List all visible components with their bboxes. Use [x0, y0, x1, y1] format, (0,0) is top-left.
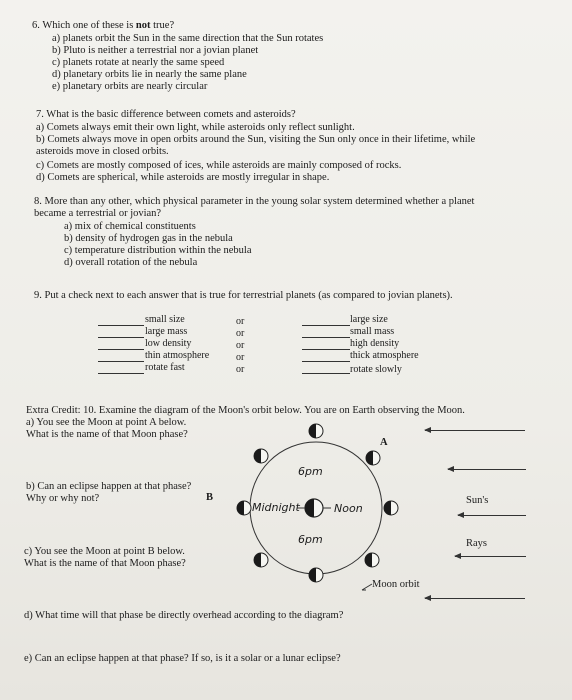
point-b-label: B	[206, 492, 214, 503]
q9-right-term: thick atmosphere	[350, 350, 419, 361]
q6-prompt: 6. Which one of these is not true?	[32, 20, 175, 31]
q7-option-d: d) Comets are spherical, while asteroids are mostly irregular in shape.	[36, 172, 330, 183]
moon-orbit-label: Moon orbit	[372, 579, 420, 590]
sun-ray-arrow	[458, 515, 526, 516]
q6-option-e: e) planetary orbits are nearly circular	[52, 81, 208, 92]
q9-or: or	[236, 364, 245, 375]
q9-right-term: rotate slowly	[350, 364, 402, 375]
extra-d: d) What time will that phase be directly overhead according to the diagram?	[24, 610, 344, 621]
q9-right-term: large size	[350, 314, 388, 325]
handwritten-midnight: Midnight	[252, 501, 300, 514]
handwritten-6pm-bottom: 6pm	[298, 533, 323, 546]
q7-prompt: 7. What is the basic difference between comets and asteroids?	[36, 109, 296, 120]
q9-or: or	[236, 340, 245, 351]
q9-or: or	[236, 328, 245, 339]
extra-b-line2: Why or why not?	[26, 493, 100, 504]
extra-a-line1: a) You see the Moon at point A below.	[26, 417, 187, 428]
q7-option-b-line2: asteroids move in closed orbits.	[36, 146, 169, 157]
q9-left-term: low density	[145, 338, 192, 349]
rays-label: Rays	[466, 538, 487, 549]
extra-e: e) Can an eclipse happen at that phase? If so, is it a solar or a lunar eclipse?	[24, 653, 341, 664]
moon-icon	[254, 449, 268, 463]
q8-prompt-line1: 8. More than any other, which physical parameter in the young solar system determined whether a planet	[34, 196, 475, 207]
sun-ray-arrow	[448, 469, 526, 470]
sun-ray-arrow	[455, 556, 526, 557]
extra-b-line1: b) Can an eclipse happen at that phase?	[26, 481, 192, 492]
extra-credit-prompt: Extra Credit: 10. Examine the diagram of the Moon's orbit below. You are on Earth observing the Moon.	[26, 405, 465, 416]
sun-ray-arrow	[425, 430, 525, 431]
q9-left-term: thin atmosphere	[145, 350, 210, 361]
moon-icon	[309, 568, 323, 582]
handwritten-6pm-top: 6pm	[298, 465, 323, 478]
q8-prompt-line2: became a terrestrial or jovian?	[34, 208, 162, 219]
point-a-label: A	[380, 437, 388, 448]
q8-option-b: b) density of hydrogen gas in the nebula	[64, 233, 233, 244]
sun-ray-arrow	[425, 598, 525, 599]
extra-c-line2: What is the name of that Moon phase?	[24, 558, 186, 569]
q8-option-c: c) temperature distribution within the nebula	[64, 245, 252, 256]
q9-prompt: 9. Put a check next to each answer that is true for terrestrial planets (as compared to jovian planets).	[34, 290, 453, 301]
q9-left-term: rotate fast	[145, 362, 185, 373]
extra-c-line1: c) You see the Moon at point B below.	[24, 546, 185, 557]
q9-or: or	[236, 352, 245, 363]
q9-left-term: small size	[145, 314, 185, 325]
q6-option-d: d) planetary orbits lie in nearly the same plane	[52, 69, 247, 80]
q9-or: or	[236, 316, 245, 327]
extra-a-line2: What is the name of that Moon phase?	[26, 429, 188, 440]
moon-icon	[254, 553, 268, 567]
earth-night-side	[305, 499, 314, 517]
q7-option-c: c) Comets are mostly composed of ices, while asteroids are mainly composed of rocks.	[36, 160, 402, 171]
q7-option-a: a) Comets always emit their own light, while asteroids only reflect sunlight.	[36, 122, 355, 133]
q9-left-term: large mass	[145, 326, 188, 337]
moon-icon	[384, 501, 398, 515]
suns-label: Sun's	[466, 495, 489, 506]
q9-right-term: high density	[350, 338, 400, 349]
q8-option-d: d) overall rotation of the nebula	[64, 257, 198, 268]
moon-icon	[366, 451, 380, 465]
q9-right-term: small mass	[350, 326, 395, 337]
moon-icon	[237, 501, 251, 515]
q6-option-b: b) Pluto is neither a terrestrial nor a jovian planet	[52, 45, 259, 56]
handwritten-noon: Noon	[334, 502, 363, 515]
q8-option-a: a) mix of chemical constituents	[64, 221, 196, 232]
moon-icon	[309, 424, 323, 438]
q6-option-c: c) planets rotate at nearly the same speed	[52, 57, 225, 68]
q6-option-a: a) planets orbit the Sun in the same direction that the Sun rotates	[52, 33, 324, 44]
moon-icon	[365, 553, 379, 567]
q7-option-b-line1: b) Comets always move in open orbits around the Sun, visiting the Sun only once in their lifetime, while	[36, 134, 476, 145]
